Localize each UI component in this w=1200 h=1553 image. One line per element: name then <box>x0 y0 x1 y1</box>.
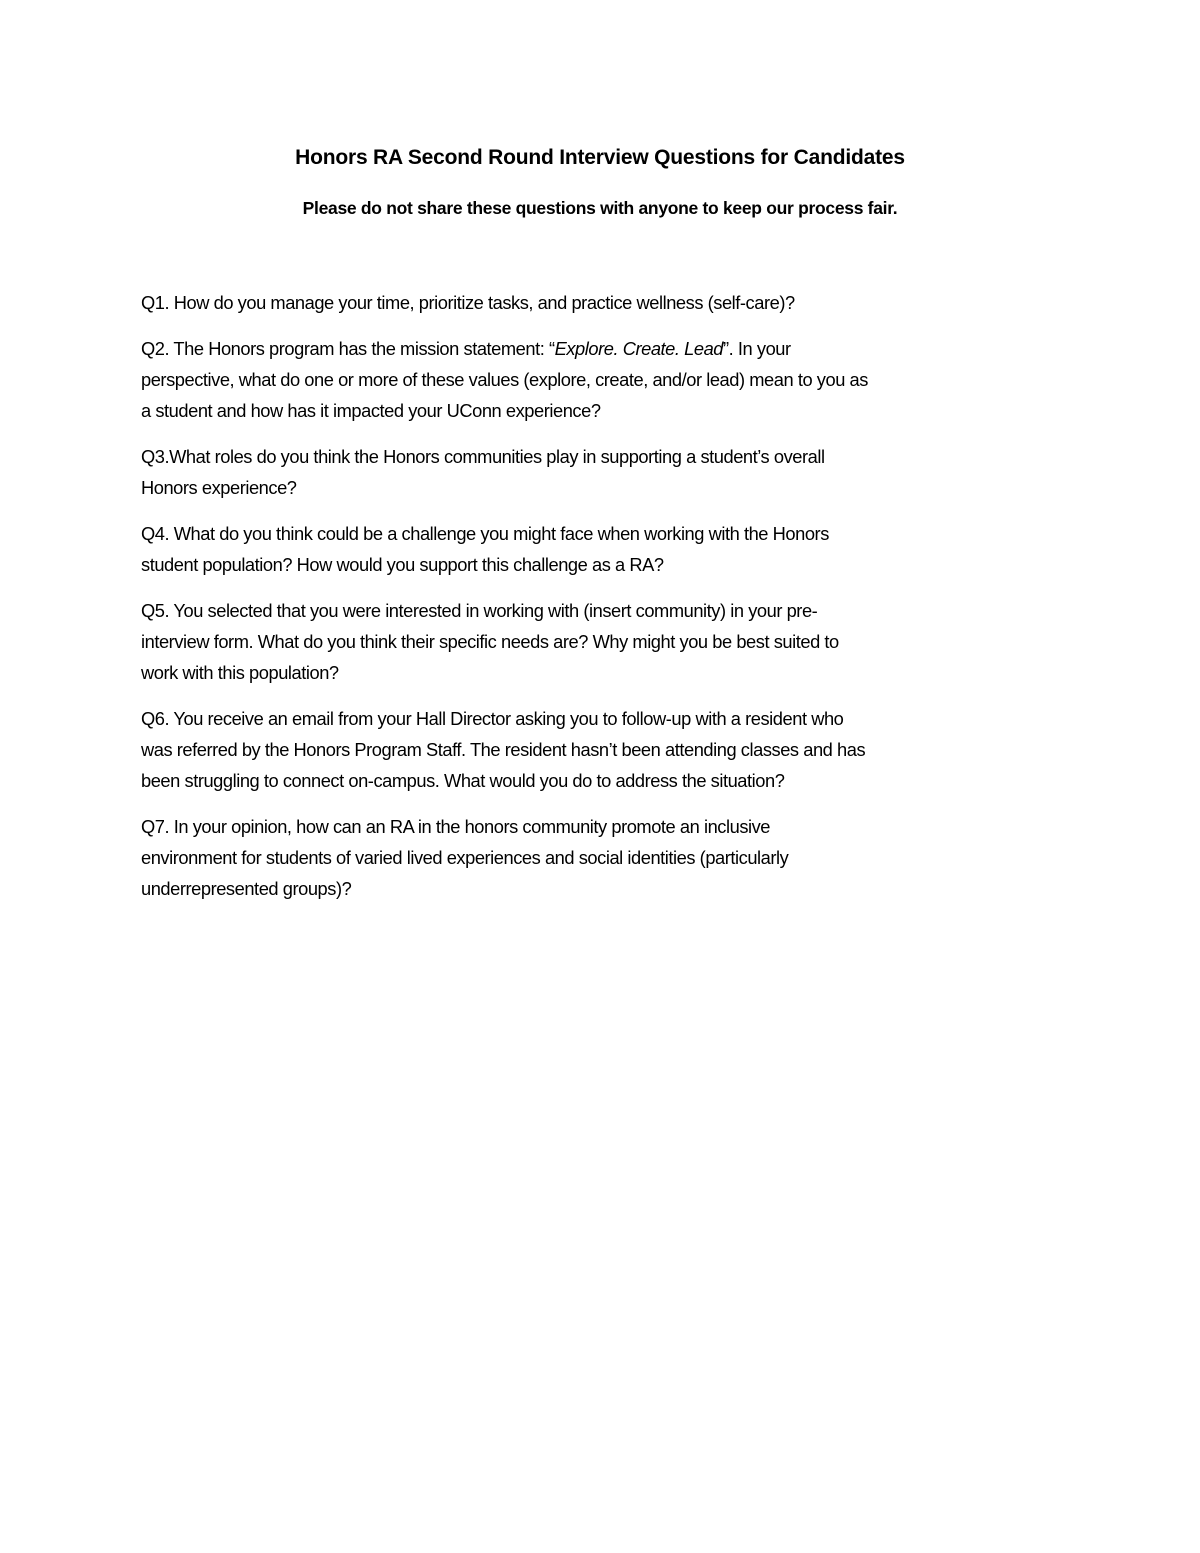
question-line: underrepresented groups)? <box>141 878 352 899</box>
question-line: Q5. You selected that you were interested in working with (insert community) in your pre- <box>141 600 818 621</box>
question-text: Q2. The Honors program has the mission statement: “ <box>141 338 555 359</box>
question-line: student population? How would you support this challenge as a RA? <box>141 554 664 575</box>
document-subtitle: Please do not share these questions with anyone to keep our process fair. <box>302 198 898 218</box>
question-3 <box>141 441 1071 503</box>
question-line: interview form. What do you think their specific needs are? Why might you be best suited to <box>141 631 839 652</box>
question-line: Q3.What roles do you think the Honors communities play in supporting a student’s overall <box>141 446 825 467</box>
question-line: Q1. How do you manage your time, prioritize tasks, and practice wellness (self-care)? <box>141 292 795 313</box>
question-1 <box>141 287 1071 318</box>
question-2 <box>141 333 1071 426</box>
question-text: ”. In your <box>723 338 791 359</box>
question-6 <box>141 703 1071 796</box>
question-7 <box>141 811 1071 904</box>
question-line: environment for students of varied lived experiences and social identities (particularly <box>141 847 789 868</box>
document-title: Honors RA Second Round Interview Questions for Candidates <box>295 146 905 169</box>
question-line <box>141 333 1071 364</box>
question-line: been struggling to connect on-campus. What would you do to address the situation? <box>141 770 785 791</box>
question-line: was referred by the Honors Program Staff. The resident hasn’t been attending classes and has <box>141 739 866 760</box>
question-list <box>141 287 1071 919</box>
question-line: Honors experience? <box>141 477 297 498</box>
question-4 <box>141 518 1071 580</box>
question-5 <box>141 595 1071 688</box>
mission-statement: Explore. Create. Lead <box>554 338 724 359</box>
question-line: Q6. You receive an email from your Hall Director asking you to follow-up with a resident who <box>141 708 844 729</box>
question-line: a student and how has it impacted your UConn experience? <box>141 400 601 421</box>
question-line: work with this population? <box>141 662 339 683</box>
question-line: Q7. In your opinion, how can an RA in the honors community promote an inclusive <box>141 816 771 837</box>
question-line: perspective, what do one or more of these values (explore, create, and/or lead) mean to you as <box>141 369 868 390</box>
question-line: Q4. What do you think could be a challenge you might face when working with the Honors <box>141 523 829 544</box>
